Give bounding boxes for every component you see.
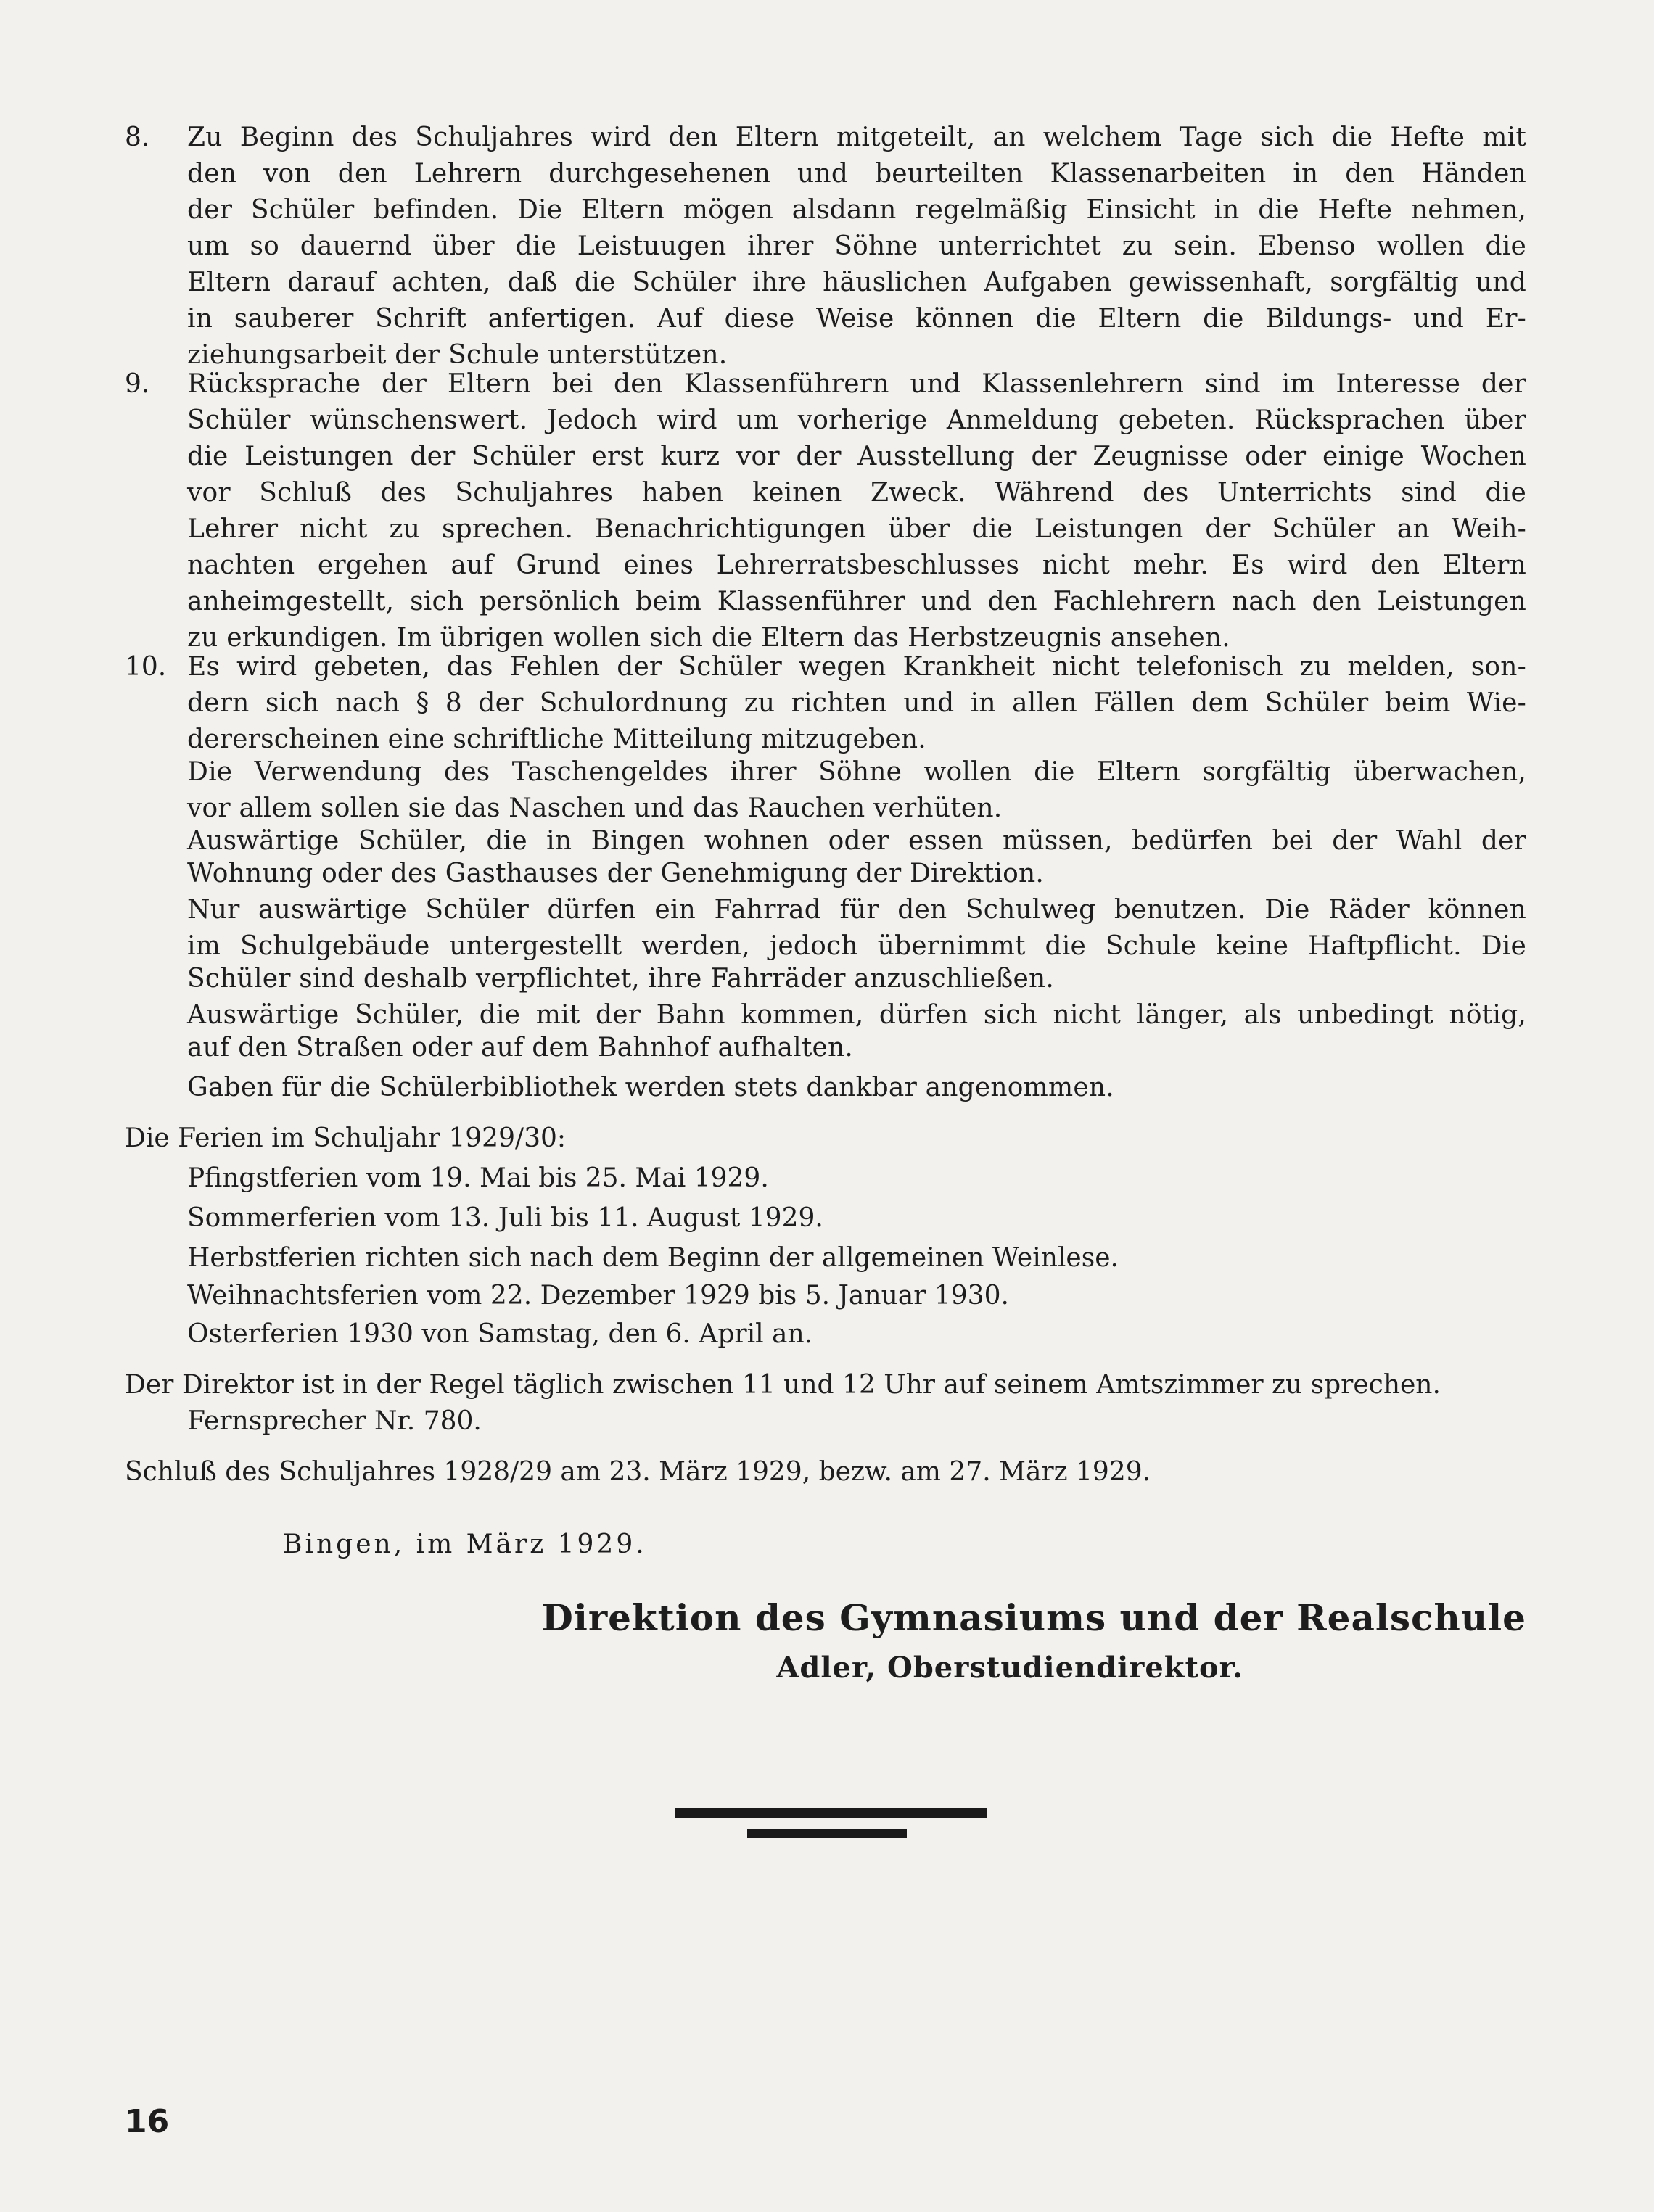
item8-line-6: in sauberer Schrift anfertigen. Auf diese Weise können die Eltern die Bildungs- und Er- — [187, 304, 1526, 334]
fahrrad-line-2: im Schulgebäude untergestellt werden, jedoch übernimmt die Schule keine Haftpflicht. Die — [187, 931, 1526, 961]
item9-line-5: Lehrer nicht zu sprechen. Benachrichtigungen über die Leistungen der Schüler an Weih- — [187, 514, 1526, 544]
item8-line-5: Eltern darauf achten, daß die Schüler ihre häuslichen Aufgaben gewissenhaft, sorgfältig und — [187, 268, 1526, 297]
auswaertige-wohnung-line-2: Wohnung oder des Gasthauses der Genehmigung der Direktion. — [187, 859, 1044, 888]
item10-line-3: dererscheinen eine schriftliche Mitteilung mitzugeben. — [187, 725, 926, 754]
fahrrad-line-3: Schüler sind deshalb verpflichtet, ihre Fahrräder anzuschließen. — [187, 964, 1054, 994]
ferien-herbst: Herbstferien richten sich nach dem Beginn der allgemeinen Weinlese. — [187, 1243, 1119, 1273]
direktor-sprechzeit: Der Direktor ist in der Regel täglich zwischen 11 und 12 Uhr auf seinem Amtszimmer zu sprechen. — [125, 1370, 1441, 1400]
divider-rule-top — [675, 1808, 987, 1818]
item9-line-2: Schüler wünschenswert. Jedoch wird um vorherige Anmeldung gebeten. Rücksprachen über — [187, 405, 1526, 435]
item8-line-4: um so dauernd über die Leistuugen ihrer Söhne unterrichtet zu sein. Ebenso wollen die — [187, 231, 1526, 261]
auswaertige-wohnung-line-1: Auswärtige Schüler, die in Bingen wohnen oder essen müssen, bedürfen bei der Wahl der — [187, 826, 1526, 856]
signature-name: Adler, Oberstudiendirektor. — [776, 1651, 1243, 1685]
item9-line-1: Rücksprache der Eltern bei den Klassenführern und Klassenlehrern sind im Interesse der — [187, 369, 1526, 399]
item9-line-8: zu erkundigen. Im übrigen wollen sich die Eltern das Herbstzeugnis ansehen. — [187, 623, 1230, 653]
bibliothek-line: Gaben für die Schülerbibliothek werden stets dankbar angenommen. — [187, 1073, 1114, 1102]
bahn-line-1: Auswärtige Schüler, die mit der Bahn kommen, dürfen sich nicht länger, als unbedingt nötig, — [187, 1000, 1526, 1030]
bahn-line-2: auf den Straßen oder auf dem Bahnhof aufhalten. — [187, 1033, 854, 1062]
item-number-8: 8. — [125, 123, 150, 152]
item-number-10: 10. — [125, 652, 167, 682]
taschengeld-line-1: Die Verwendung des Taschengeldes ihrer Söhne wollen die Eltern sorgfältig überwachen, — [187, 757, 1526, 787]
fernsprecher: Fernsprecher Nr. 780. — [187, 1406, 482, 1436]
ferien-heading: Die Ferien im Schuljahr 1929/30: — [125, 1123, 567, 1153]
taschengeld-line-2: vor allem sollen sie das Naschen und das Rauchen verhüten. — [187, 793, 1003, 823]
item10-line-1: Es wird gebeten, das Fehlen der Schüler wegen Krankheit nicht telefonisch zu melden, son- — [187, 652, 1526, 682]
item10-line-2: dern sich nach § 8 der Schulordnung zu richten und in allen Fällen dem Schüler beim Wie- — [187, 688, 1526, 718]
signature-title: Direktion des Gymnasiums und der Realschule — [541, 1596, 1526, 1639]
fahrrad-line-1: Nur auswärtige Schüler dürfen ein Fahrrad für den Schulweg benutzen. Die Räder können — [187, 895, 1526, 925]
item9-line-4: vor Schluß des Schuljahres haben keinen Zweck. Während des Unterrichts sind die — [187, 478, 1526, 508]
ferien-pfingsten: Pfingstferien vom 19. Mai bis 25. Mai 1929. — [187, 1163, 769, 1193]
item8-line-2: den von den Lehrern durchgesehenen und beurteilten Klassenarbeiten in den Händen — [187, 159, 1526, 189]
item8-line-7: ziehungsarbeit der Schule unterstützen. — [187, 340, 728, 370]
divider-rule-bottom — [747, 1829, 907, 1838]
item9-line-6: nachten ergehen auf Grund eines Lehrerratsbeschlusses nicht mehr. Es wird den Eltern — [187, 550, 1526, 580]
page-number: 16 — [125, 2103, 170, 2140]
item8-line-3: der Schüler befinden. Die Eltern mögen alsdann regelmäßig Einsicht in die Hefte nehmen, — [187, 195, 1526, 225]
item-number-9: 9. — [125, 369, 150, 399]
ferien-sommer: Sommerferien vom 13. Juli bis 11. August 1929. — [187, 1203, 823, 1233]
schuljahr-schluss: Schluß des Schuljahres 1928/29 am 23. März 1929, bezw. am 27. März 1929. — [125, 1457, 1151, 1487]
item8-line-1: Zu Beginn des Schuljahres wird den Eltern mitgeteilt, an welchem Tage sich die Hefte mit — [187, 123, 1526, 152]
place-date: Bingen, im März 1929. — [283, 1530, 647, 1559]
item9-line-7: anheimgestellt, sich persönlich beim Klassenführer und den Fachlehrern nach den Leistungen — [187, 587, 1526, 616]
item9-line-3: die Leistungen der Schüler erst kurz vor der Ausstellung der Zeugnisse oder einige Wochen — [187, 442, 1526, 471]
ferien-weihnachten: Weihnachtsferien vom 22. Dezember 1929 bis 5. Januar 1930. — [187, 1281, 1009, 1311]
ferien-ostern: Osterferien 1930 von Samstag, den 6. April an. — [187, 1319, 813, 1349]
